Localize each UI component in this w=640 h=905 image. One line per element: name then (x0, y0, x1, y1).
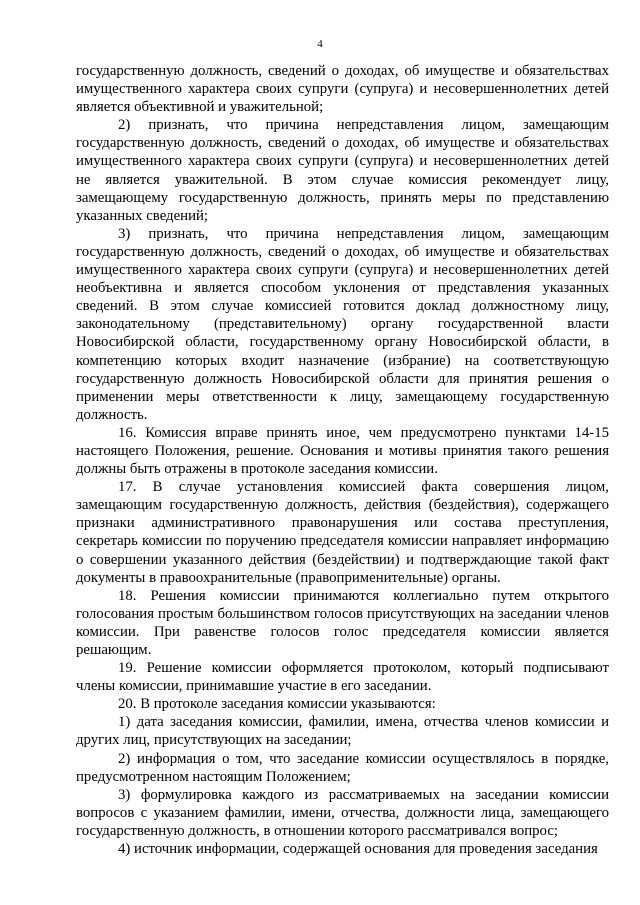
paragraph-clause-19: 19. Решение комиссии оформляется протоколом, который подписывают члены комиссии, принимавшие участие в его заседании. (76, 660, 609, 695)
paragraph-clause-17: 17. В случае установления комиссией факта совершения лицом, замещающим государственную должность, действия (бездействия), содержащего признаки административного правонарушения или состава преступления, секретарь комиссии по поручению председателя комиссии направляет информацию о совершении указанного действия (бездействии) и подтверждающие такой факт документы в правоохранительные (правоприменительные) органы. (76, 479, 609, 586)
paragraph-clause-16: 16. Комиссия вправе принять иное, чем предусмотрено пунктами 14-15 настоящего Положения, решение. Основания и мотивы принятия такого решения должны быть отражены в протоколе заседания комиссии. (76, 424, 609, 478)
paragraph-continuation: государственную должность, сведений о доходах, об имуществе и обязательствах имущественного характера своих супруги (супруга) и несовершеннолетних детей является объективной и уважительной; (76, 63, 609, 116)
document-body (76, 62, 609, 858)
paragraph-clause-20-item-3: 3) формулировка каждого из рассматриваемых на заседании комиссии вопросов с указанием фамилии, имени, отчества, должности лица, замещающего государственную должность, в отношении которого рассматривался вопрос; (76, 786, 609, 839)
page-number: 4 (317, 38, 323, 50)
paragraph-clause-18: 18. Решения комиссии принимаются коллегиально путем открытого голосования простым большинством голосов присутствующих на заседании членов комиссии. При равенстве голосов голос председателя комиссии является решающим. (76, 587, 609, 658)
paragraph-clause-20-item-2: 2) информация о том, что заседание комиссии осуществлялось в порядке, предусмотренном настоящим Положением; (76, 750, 609, 785)
paragraph-clause-20-item-4: 4) источник информации, содержащей основания для проведения заседания (118, 841, 598, 858)
paragraph-item-2: 2) признать, что причина непредставления лицом, замещающим государственную должность, сведений о доходах, об имуществе и обязательствах имущественного характера своих супруги (супруга) и несовершеннолетних детей не является уважительной. В этом случае комиссия рекомендует лицу, замещающему государственную должность, принять меры по представлению указанных сведений; (76, 117, 609, 224)
paragraph-item-3: 3) признать, что причина непредставления лицом, замещающим государственную должность, сведений о доходах, об имуществе и обязательствах имущественного характера своих супруги (супруга) и несовершеннолетних детей необъективна и является способом уклонения от представления указанных сведений. В этом случае комиссией готовится доклад должностному лицу, законодательному (представительному) органу государственной власти Новосибирской области, государственному органу Новосибирской области, в компетенцию которых входит назначение (избрание) на соответствующую государственную должность Новосибирской области для принятия решения о применении меры ответственности к лицу, замещающему государственную должность. (76, 225, 609, 423)
paragraph-clause-20: 20. В протоколе заседания комиссии указываются: (118, 696, 436, 713)
paragraph-clause-20-item-1: 1) дата заседания комиссии, фамилии, имена, отчества членов комиссии и других лиц, присутствующих на заседании; (76, 714, 609, 749)
